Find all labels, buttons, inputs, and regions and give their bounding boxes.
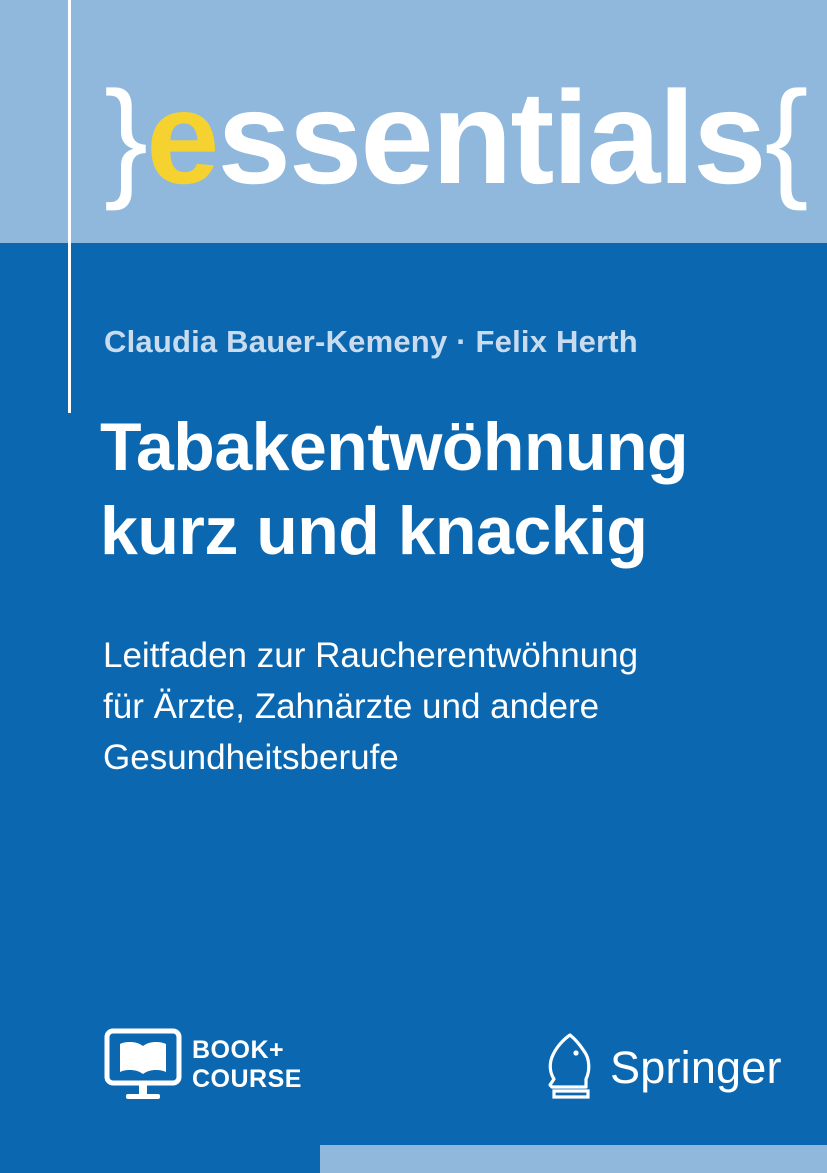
brace-left-icon: }: [104, 64, 147, 211]
springer-knight-icon: [540, 1029, 602, 1108]
title-line-2: kurz und knackig: [100, 493, 648, 569]
subtitle-line-1: Leitfaden zur Raucherentwöhnung: [103, 636, 639, 675]
book-course-label: [192, 1036, 302, 1094]
authors: Claudia Bauer-Kemeny · Felix Herth: [104, 324, 638, 359]
bottom-strip: [320, 1145, 827, 1173]
publisher-logo: [540, 1028, 780, 1108]
publisher-name: Springer: [610, 1042, 782, 1093]
series-logo: [104, 55, 807, 220]
subtitle-line-2: für Ärzte, Zahnärzte und andere: [103, 687, 600, 726]
series-logo-rest: ssentials: [217, 64, 765, 211]
book-course-line-1: BOOK+: [192, 1036, 285, 1064]
vertical-rule: [68, 0, 71, 413]
brace-right-icon: {: [764, 64, 807, 211]
title-line-1: Tabakentwöhnung: [100, 409, 689, 485]
subtitle-line-3: Gesundheitsberufe: [103, 738, 399, 777]
series-logo-highlight-letter: e: [146, 64, 218, 211]
open-book-on-monitor-icon: [104, 1028, 182, 1102]
book-course-badge: [104, 1022, 404, 1108]
subtitle: [103, 630, 743, 783]
page-title: [100, 405, 800, 573]
book-course-line-2: COURSE: [192, 1065, 302, 1093]
